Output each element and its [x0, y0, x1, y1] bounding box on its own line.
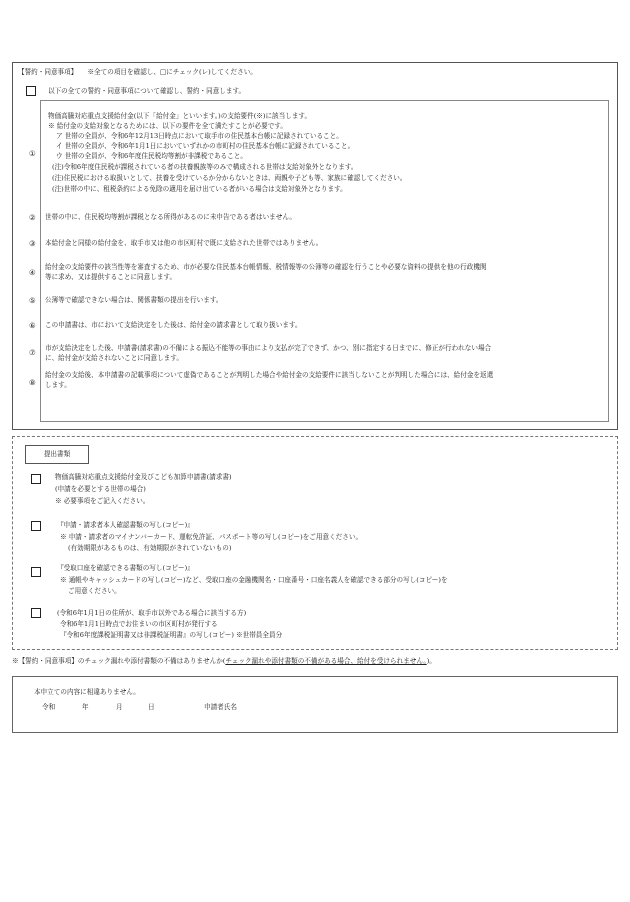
doc3-checkbox[interactable]	[31, 567, 41, 577]
item6-text: この申請書は、市において支給決定をした後は、給付金の請求書として取り扱います。	[45, 321, 302, 329]
item2-number: ②	[29, 213, 36, 222]
documents-label: 提出書類	[25, 445, 89, 464]
doc3-sub1: ※ 通帳やキャッシュカードの写し(コピー)など、受取口座の金融機関名・口座番号・口座名義人を確認できる部分の写し(コピー)を	[60, 576, 448, 584]
footer-note-tail: )。	[426, 657, 436, 665]
item3-text: 本給付金と同様の給付金を、取手市又は他の市区町村で既に支給された世帯ではありません。	[45, 239, 323, 247]
item1-number: ①	[29, 149, 36, 158]
doc4-sub2: 『令和6年度課税証明書又は非課税証明書』の写し(コピー) ※世帯員全員分	[60, 631, 283, 639]
doc2-sub2: (有効期限があるものは、有効期限がきれていないもの)	[68, 544, 232, 552]
item1-line7: (注)住民税における取扱いとして、扶養を受けているか分からないときは、両親や子ども等、家族に確認してください。	[52, 174, 407, 182]
doc3-title: 『受取口座を確認できる書類の写し(コピー)』	[57, 564, 194, 572]
item7-line1: 市が支給決定をした後、申請書(請求書)の不備による振込不能等の事由により支払が完了できず、かつ、別に指定する日までに、修正が行われない場合	[45, 344, 492, 352]
doc3-sub2: ご用意ください。	[68, 587, 121, 595]
agree-all-checkbox[interactable]	[26, 86, 36, 96]
doc2-checkbox[interactable]	[31, 521, 41, 531]
pledge-header	[18, 68, 257, 77]
doc1-title: 物価高騰対応重点支援給付金及びこども加算申請書(請求書)	[55, 473, 232, 481]
doc1-sub2: ※ 必要事項をご記入ください。	[55, 497, 150, 505]
item4-number: ④	[29, 268, 36, 277]
date-era: 令和	[42, 703, 56, 711]
item7-number: ⑦	[29, 348, 36, 357]
date-day: 日	[148, 703, 155, 711]
item4-line2: 等に求め、又は提供することに同意します。	[45, 273, 177, 281]
doc4-sub1: 令和6年1月1日時点でお住まいの市区町村が発行する	[60, 620, 218, 628]
item2-text: 世帯の中に、住民税均等割が課税となる所得があるのに未申告である者はいません。	[45, 213, 296, 221]
doc1-checkbox[interactable]	[31, 474, 41, 484]
item5-number: ⑤	[29, 296, 36, 305]
item6-number: ⑥	[29, 321, 36, 330]
agree-all-label: 以下の全ての誓約・同意事項について確認し、誓約・同意します。	[48, 87, 246, 95]
item8-line1: 給付金の支給後、本申請書の記載事項について虚偽であることが判明した場合や給付金の支給要件に該当しないことが判明した場合には、給付金を返還	[45, 371, 494, 379]
footer-note-warning: チェック漏れや添付書類の不備がある場合、給付を受けられません。	[225, 657, 427, 665]
confirm-statement: 本申立ての内容に相違ありません。	[34, 688, 140, 696]
item1-line6: (注)令和6年度住民税が課税されている者の扶養親族等のみで構成される世帯は支給対象外となります。	[52, 163, 358, 171]
doc1-sub1: (申請を必要とする世帯の場合)	[55, 485, 146, 493]
pledge-instruction: ※全ての項目を確認し、□にチェック(レ)してください。	[87, 68, 257, 76]
item3-number: ③	[29, 239, 36, 248]
date-month: 月	[116, 703, 123, 711]
item1-line1: 物価高騰対応重点支援給付金(以下「給付金」といいます。)の支給要件(※)に該当します。	[48, 112, 312, 120]
item1-line2: ※ 給付金の支給対象となるためには、以下の要件を全て満たすことが必要です。	[48, 122, 287, 130]
doc4-checkbox[interactable]	[31, 608, 41, 618]
pledge-title: 【誓約・同意事項】	[18, 68, 78, 76]
confirmation-box	[12, 676, 618, 733]
item8-line2: します。	[45, 381, 71, 389]
date-year: 年	[82, 703, 89, 711]
footer-note	[12, 657, 436, 666]
applicant-name-label: 申請者氏名	[204, 703, 237, 711]
item4-line1: 給付金の支給要件の該当性等を審査するため、市が必要な住民基本台帳情報、税情報等の公簿等の確認を行うことや必要な資料の提供を他の行政機関	[45, 263, 487, 271]
item1-line5: ウ 世帯の全員が、令和6年度住民税均等割が非課税であること。	[56, 152, 247, 160]
item1-line8: (注)世帯の中に、租税条約による免除の適用を届け出ている者がいる場合は支給対象外となります。	[52, 185, 347, 193]
item1-line3: ア 世帯の全員が、令和6年12月13日時点において取手市の住民基本台帳に記録されていること。	[56, 132, 343, 140]
doc2-sub1: ※ 申請・請求者のマイナンバーカード、運転免許証、パスポート等の写し(コピー)をご用意ください。	[60, 533, 363, 541]
doc4-title: (令和6年1月1日の住所が、取手市以外である場合に該当する方)	[57, 609, 247, 617]
footer-note-lead: ※【誓約・同意事項】のチェック漏れや添付書類の不備はありませんか(	[12, 657, 226, 665]
doc2-title: 『申請・請求者本人確認書類の写し(コピー)』	[57, 521, 194, 529]
item8-number: ⑧	[29, 378, 36, 387]
item1-line4: イ 世帯の全員が、令和6年1月1日においていずれかの市町村の住民基本台帳に記録されていること。	[56, 142, 355, 150]
item7-line2: に、給付金が支給されないことに同意します。	[45, 354, 183, 362]
item5-text: 公簿等で確認できない場合は、関係書類の提出を行います。	[45, 296, 223, 304]
